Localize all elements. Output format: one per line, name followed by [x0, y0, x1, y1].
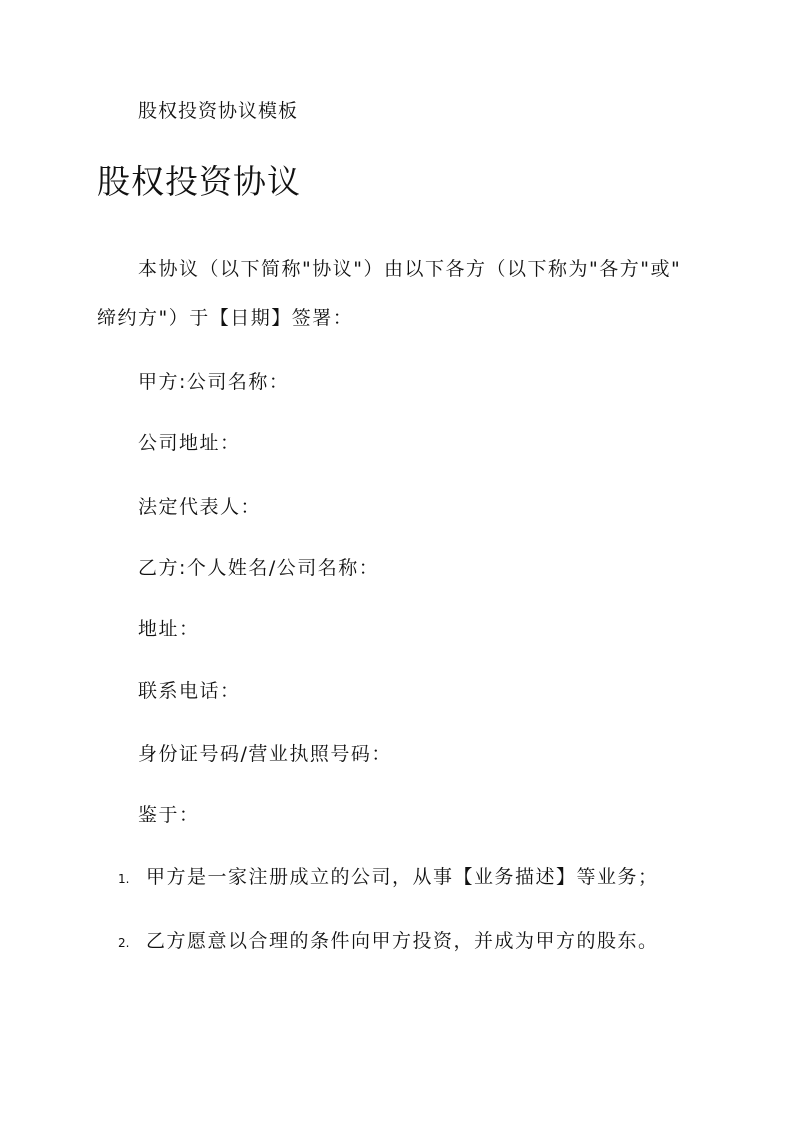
- party-b-id-number: 身份证号码/营业执照号码：: [138, 743, 392, 765]
- party-b-name: 乙方:个人姓名/公司名称：: [138, 557, 380, 579]
- party-a-address: 公司地址：: [138, 432, 241, 454]
- list-number: 2.: [118, 936, 130, 950]
- document-subtitle: 股权投资协议模板: [138, 100, 299, 122]
- party-a-company-name: 甲方:公司名称：: [138, 371, 290, 393]
- whereas-item: [118, 928, 659, 956]
- whereas-label: 鉴于：: [138, 804, 200, 826]
- list-item-text: 甲方是一家注册成立的公司，从事【业务描述】等业务；: [146, 866, 659, 888]
- intro-paragraph-line-2: 缔约方"）于【日期】签署：: [97, 307, 354, 329]
- intro-paragraph-line-1: 本协议（以下简称"协议"）由以下各方（以下称为"各方"或": [138, 258, 682, 280]
- document-title: 股权投资协议: [97, 162, 301, 201]
- party-a-legal-representative: 法定代表人：: [138, 496, 262, 518]
- whereas-item: [118, 864, 659, 892]
- party-b-phone: 联系电话：: [138, 680, 241, 702]
- party-b-address: 地址：: [138, 618, 200, 640]
- list-item-text: 乙方愿意以合理的条件向甲方投资，并成为甲方的股东。: [146, 930, 659, 952]
- list-number: 1.: [118, 872, 130, 886]
